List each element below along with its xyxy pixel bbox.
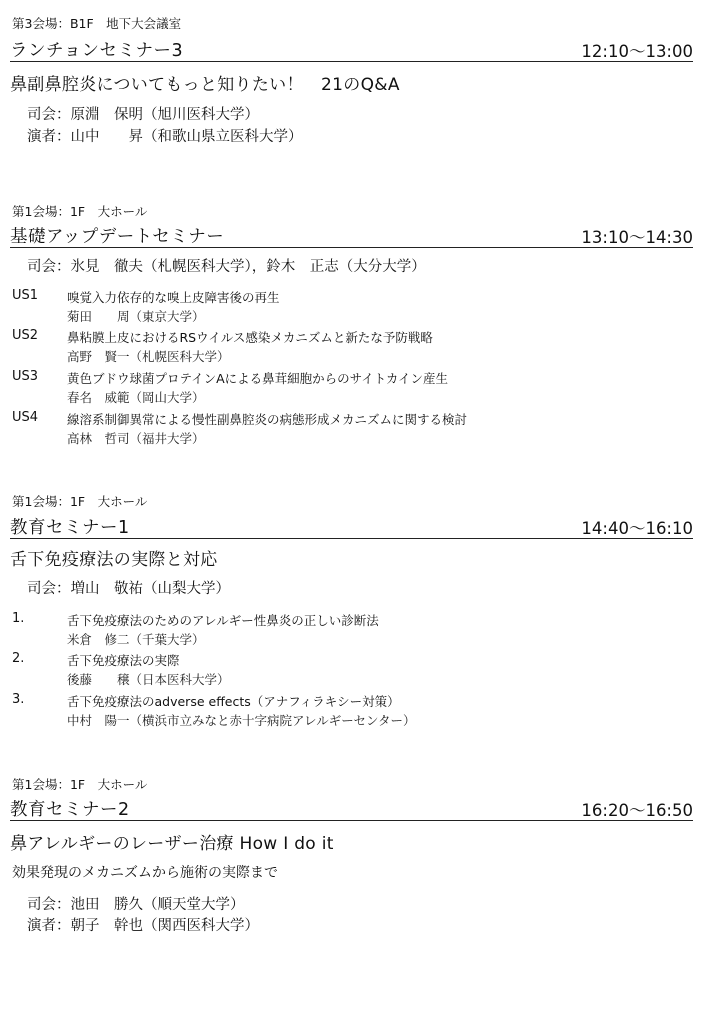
session-chair: 司会：氷見 徹夫（札幌医科大学），鈴木 正志（大分大学） xyxy=(27,259,426,275)
talk-title: 嗅覚入力依存的な嗅上皮障害後の再生 xyxy=(67,290,280,305)
talk-title: 黄色ブドウ球菌プロテインAによる鼻茸細胞からのサイトカイン産生 xyxy=(67,371,449,386)
session-theme: 舌下免疫療法の実際と対応 xyxy=(10,550,218,570)
session-title: 教育セミナー2 xyxy=(10,800,130,820)
session-time: 12:10〜13:00 xyxy=(581,42,693,61)
session-title: 基礎アップデートセミナー xyxy=(10,227,225,247)
session-header xyxy=(10,35,693,62)
talk-number: 1. xyxy=(12,611,25,626)
session-subtheme: 効果発現のメカニズムから施術の実際まで xyxy=(12,865,278,881)
talk-title: 舌下免疫療法のためのアレルギー性鼻炎の正しい診断法 xyxy=(67,613,379,628)
talk-number: US4 xyxy=(12,410,39,425)
talk-number: US1 xyxy=(12,288,39,303)
talk-number: 2. xyxy=(12,651,25,666)
session-chair: 司会：増山 敬祐（山梨大学） xyxy=(27,581,230,597)
session-title: 教育セミナー1 xyxy=(10,518,130,538)
talk-speaker: 春名 威範（岡山大学） xyxy=(67,390,205,405)
talk-speaker: 米倉 修二（千葉大学） xyxy=(67,632,205,647)
session-venue: 第1会場：1F 大ホール xyxy=(12,494,148,509)
session-theme: 鼻副鼻腔炎についてもっと知りたい！ 21のQ&A xyxy=(10,75,400,95)
talk-title: 舌下免疫療法のadverse effects（アナフィラキシー対策） xyxy=(67,694,400,709)
session-venue: 第1会場：1F 大ホール xyxy=(12,204,148,219)
talk-speaker: 中村 陽一（横浜市立みなと赤十字病院アレルギーセンター） xyxy=(67,713,416,728)
session-time: 16:20〜16:50 xyxy=(581,801,693,820)
session-theme: 鼻アレルギーのレーザー治療 How I do it xyxy=(10,834,334,854)
talk-speaker: 菊田 周（東京大学） xyxy=(67,309,205,324)
session-venue: 第3会場：B1F 地下大会議室 xyxy=(12,16,182,31)
talk-number: US3 xyxy=(12,369,39,384)
session-chair: 司会：池田 勝久（順天堂大学） xyxy=(27,897,245,913)
session-speaker: 演者：山中 昇（和歌山県立医科大学） xyxy=(27,129,303,145)
talk-speaker: 高野 賢一（札幌医科大学） xyxy=(67,349,230,364)
talk-title: 線溶系制御異常による慢性副鼻腔炎の病態形成メカニズムに関する検討 xyxy=(67,412,468,427)
session-venue: 第1会場：1F 大ホール xyxy=(12,777,148,792)
talk-number: US2 xyxy=(12,328,39,343)
session-chair: 司会：原淵 保明（旭川医科大学） xyxy=(27,107,259,123)
session-time: 14:40〜16:10 xyxy=(581,519,693,538)
talk-speaker: 後藤 穣（日本医科大学） xyxy=(67,672,230,687)
session-header xyxy=(10,221,693,248)
session-header xyxy=(10,794,693,821)
session-header xyxy=(10,512,693,539)
session-speaker: 演者：朝子 幹也（関西医科大学） xyxy=(27,918,259,934)
talk-speaker: 高林 哲司（福井大学） xyxy=(67,431,205,446)
session-time: 13:10〜14:30 xyxy=(581,228,693,247)
session-title: ランチョンセミナー3 xyxy=(10,41,184,61)
talk-title: 鼻粘膜上皮におけるRSウイルス感染メカニズムと新たな予防戦略 xyxy=(67,330,433,345)
talk-number: 3. xyxy=(12,692,25,707)
talk-title: 舌下免疫療法の実際 xyxy=(67,653,180,668)
